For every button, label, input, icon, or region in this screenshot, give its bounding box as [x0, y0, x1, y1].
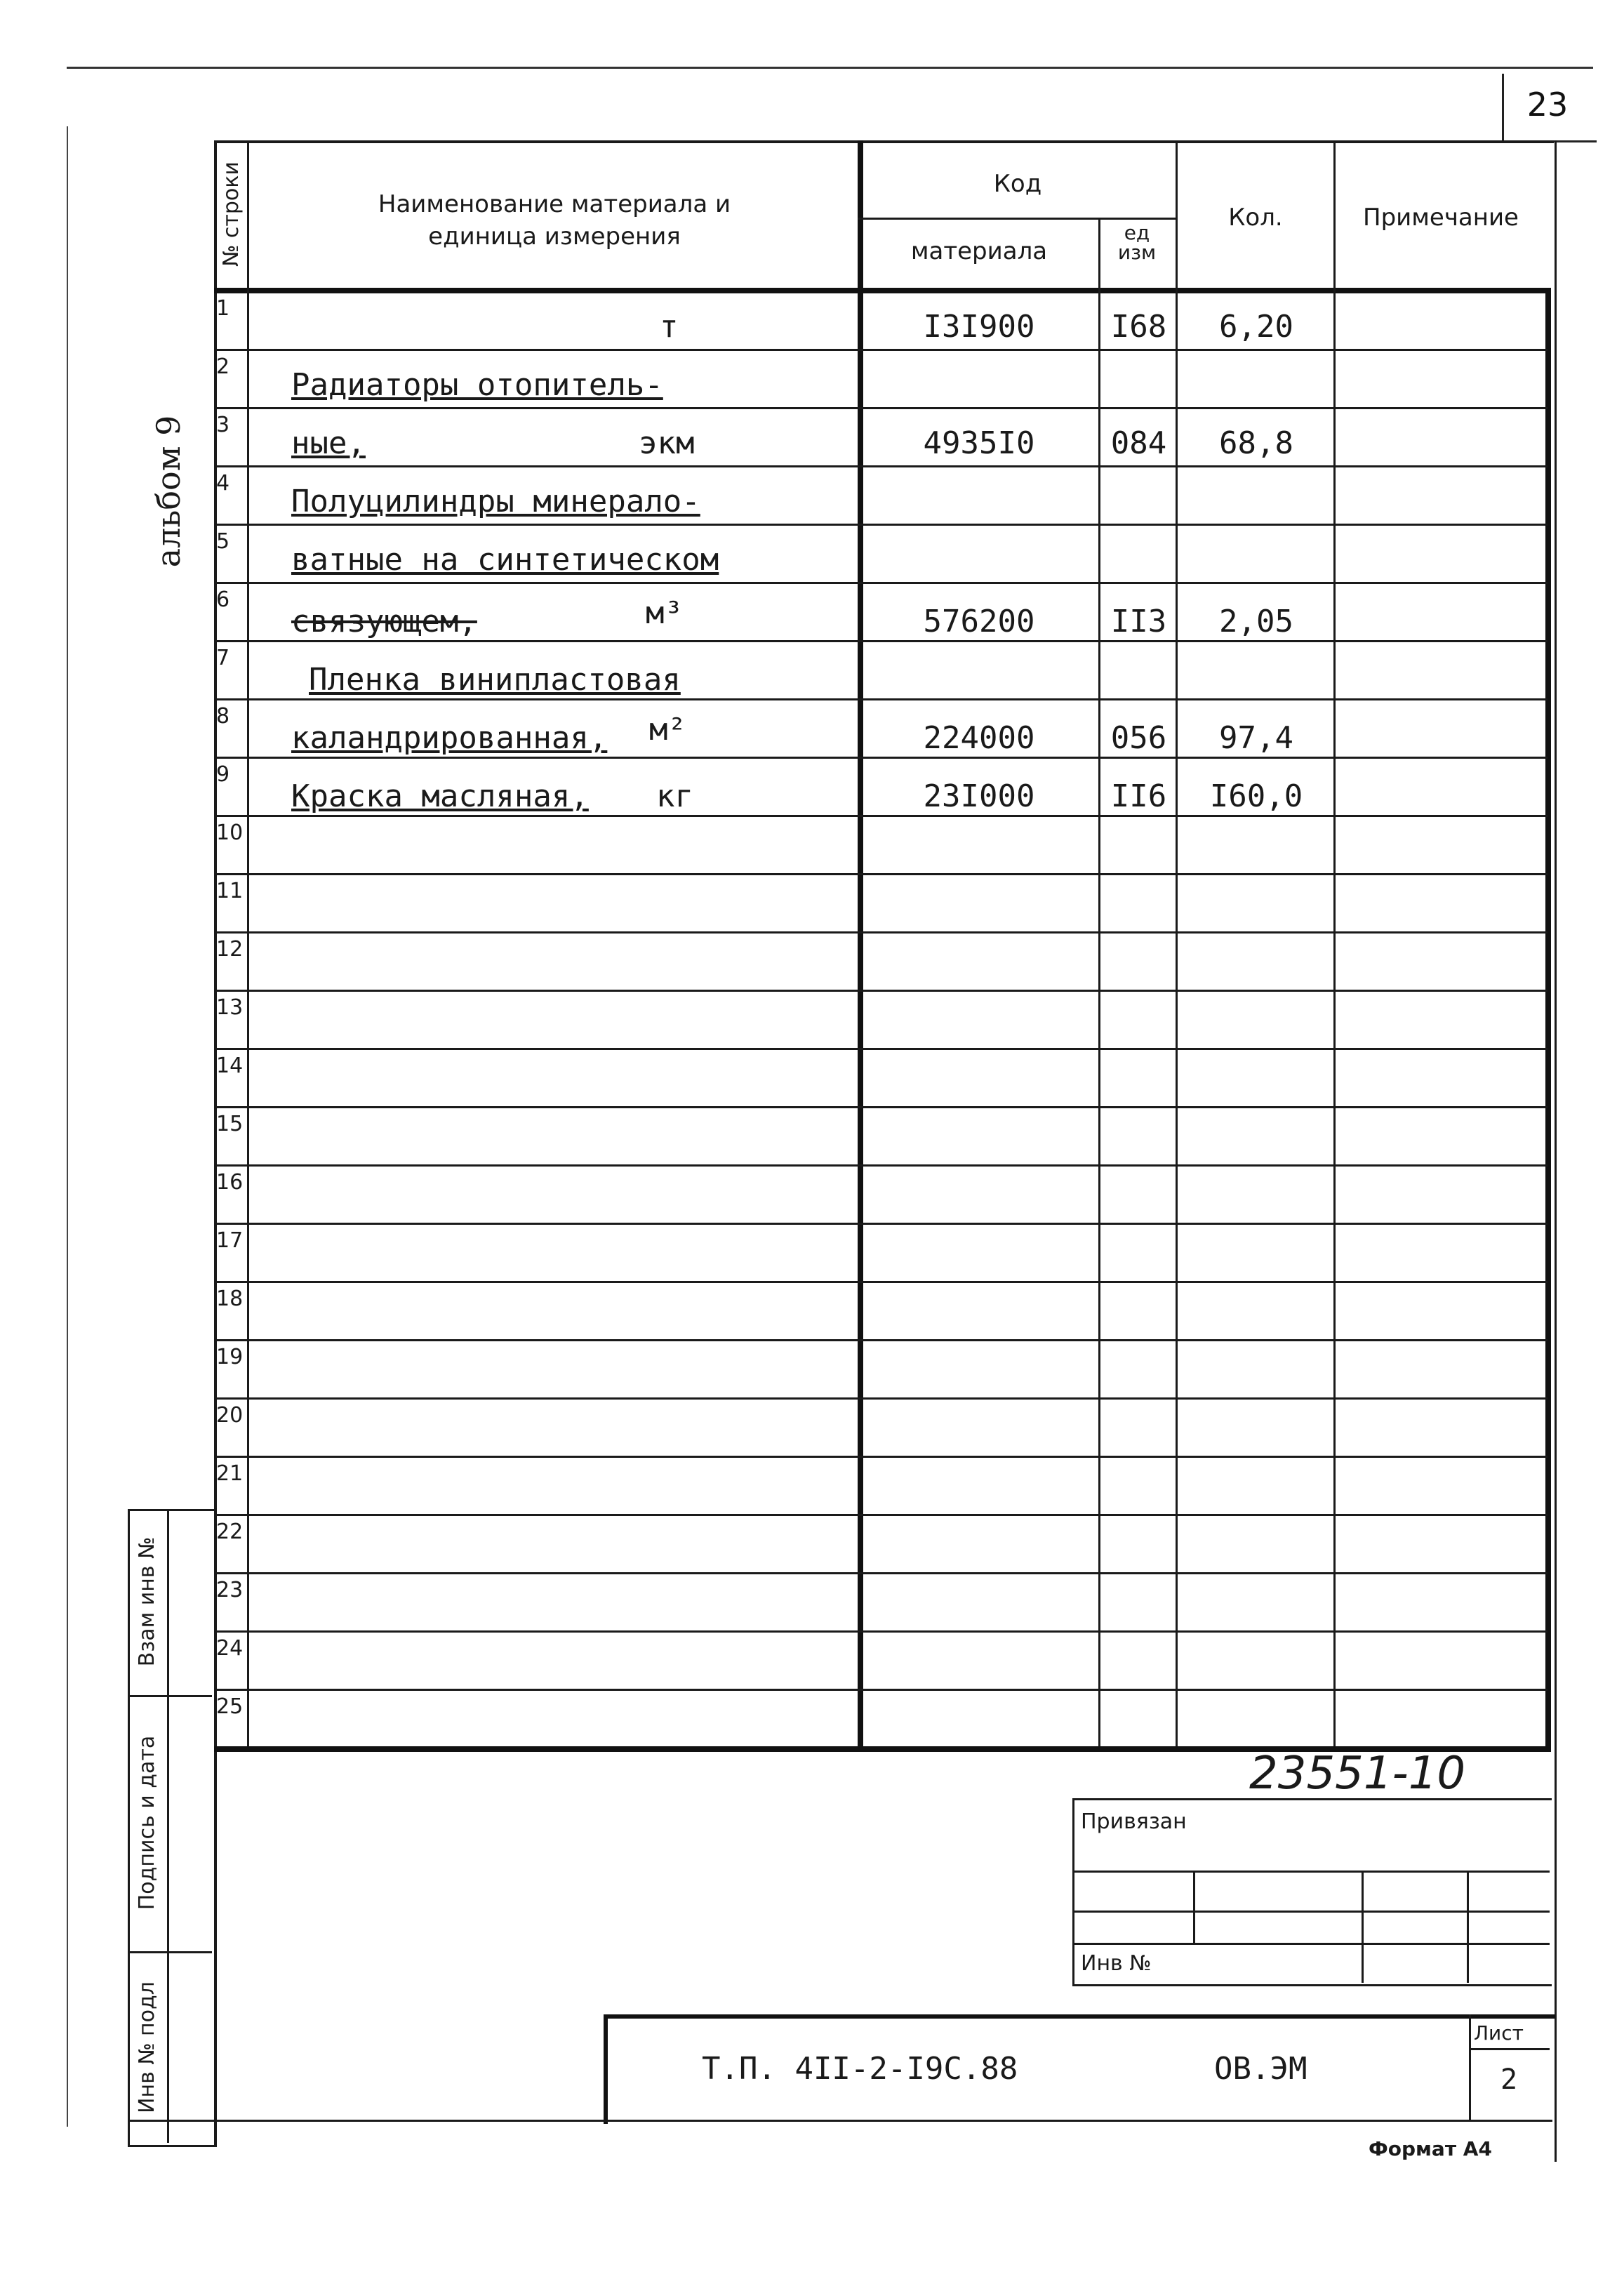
material-code: 576200 — [923, 604, 1035, 639]
row-line — [214, 815, 1548, 817]
name-header: Наименование материала и единица измерения — [378, 190, 731, 251]
material-name: Полуцилиндры минерало- — [291, 484, 700, 519]
quantity: 2,05 — [1219, 604, 1293, 639]
vzam-inv-label: Взам инв № — [135, 1536, 159, 1667]
col-line-qty — [1176, 140, 1178, 1748]
row-line — [214, 465, 1548, 467]
format-label: Формат А4 — [1369, 2137, 1492, 2160]
table-right-bold — [1545, 288, 1551, 1751]
row-number: 14 — [216, 1054, 244, 1078]
material-unit: м³ — [646, 595, 683, 631]
sheet-col — [1469, 2014, 1471, 2120]
sheet-number: 2 — [1500, 2064, 1518, 2096]
row-line — [214, 931, 1548, 933]
row-number: 2 — [216, 354, 230, 379]
kod-header: Код — [993, 170, 1042, 198]
stamp-line — [1072, 1871, 1550, 1873]
sheet-line — [1469, 2048, 1550, 2050]
quantity: 68,8 — [1219, 425, 1293, 461]
row-line — [214, 524, 1548, 526]
sheet-label: Лист — [1474, 2021, 1524, 2045]
stamp-col — [1467, 1871, 1469, 1983]
podpis-data-label: Подпись и дата — [135, 1735, 159, 1911]
doc-code: Т.П. 4II-2-I9С.88 — [702, 2051, 1018, 2087]
col-line-code — [858, 140, 863, 1751]
row-line — [214, 757, 1548, 759]
material-name: т — [660, 309, 679, 345]
row-line — [214, 990, 1548, 992]
row-number: 13 — [216, 995, 244, 1020]
inv-podl-label: Инв № подл — [135, 1981, 159, 2113]
row-line — [214, 582, 1548, 584]
row-line — [214, 1689, 1548, 1691]
row-number: 10 — [216, 820, 244, 845]
row-line — [214, 407, 1548, 409]
handwritten-number: 23551-10 — [1249, 1748, 1466, 1800]
top-edge-line — [67, 67, 1593, 69]
row-number: 4 — [216, 471, 230, 496]
material-code: I3I900 — [923, 309, 1035, 345]
unit-code: 084 — [1110, 425, 1167, 461]
row-line — [214, 1281, 1548, 1283]
row-line — [214, 873, 1548, 875]
row-line — [214, 1514, 1548, 1516]
row-number: 8 — [216, 704, 230, 729]
stamp-col — [1193, 1871, 1195, 1944]
stamp-line — [1072, 1911, 1550, 1913]
row-number: 9 — [216, 762, 230, 787]
note-header: Примечание — [1363, 204, 1519, 232]
row-number: 17 — [216, 1228, 244, 1253]
row-line — [214, 1456, 1548, 1458]
quantity: I60,0 — [1209, 778, 1303, 814]
material-name: связующем, — [291, 604, 477, 639]
material-name: Краска масляная, — [291, 778, 589, 814]
doc-section: ОВ.ЭМ — [1214, 2051, 1307, 2087]
side-stamp-line-1 — [128, 1695, 212, 1697]
page-number: 23 — [1526, 86, 1569, 124]
row-number: 18 — [216, 1287, 244, 1311]
row-no-header: № строки — [219, 161, 244, 267]
col-line-unit — [1098, 218, 1100, 1748]
material-header: материала — [910, 237, 1048, 265]
row-number: 16 — [216, 1170, 244, 1195]
row-number: 11 — [216, 879, 244, 903]
row-number: 3 — [216, 413, 230, 437]
material-name: Пленка винипластовая — [309, 662, 681, 698]
row-number: 25 — [216, 1694, 244, 1719]
privyazan-label: Привязан — [1081, 1809, 1187, 1834]
side-stamp-divider — [167, 1509, 169, 2143]
kol-header: Кол. — [1228, 204, 1283, 232]
row-number: 22 — [216, 1520, 244, 1544]
row-number: 12 — [216, 937, 244, 962]
unit-code: II3 — [1110, 604, 1167, 639]
row-number: 15 — [216, 1112, 244, 1136]
row-number: 23 — [216, 1578, 244, 1602]
row-line — [214, 1106, 1548, 1108]
row-number: 6 — [216, 587, 230, 612]
kod-subheader-line — [858, 218, 1176, 220]
ed-izm-header: ед изм — [1117, 221, 1157, 264]
side-stamp-line-2 — [128, 1951, 212, 1953]
material-unit: кг — [656, 778, 693, 814]
row-line — [214, 698, 1548, 700]
row-line — [214, 1572, 1548, 1574]
row-line — [214, 1164, 1548, 1167]
row-number: 20 — [216, 1403, 244, 1428]
material-name: ные, — [291, 425, 366, 461]
album-label: альбом 9 — [149, 415, 187, 568]
col-line-note — [1333, 140, 1336, 1748]
row-number: 5 — [216, 529, 230, 554]
material-name: Радиаторы отопитель- — [291, 367, 663, 403]
unit-code: 056 — [1110, 720, 1167, 756]
material-name: каландрированная, — [291, 720, 608, 756]
row-line — [214, 349, 1548, 351]
row-line — [214, 1223, 1548, 1225]
row-line — [214, 1048, 1548, 1050]
row-line — [214, 1630, 1548, 1633]
row-line — [214, 1339, 1548, 1341]
row-number: 1 — [216, 296, 230, 321]
quantity: 97,4 — [1219, 720, 1293, 756]
stamp-line — [1072, 1943, 1550, 1945]
material-unit: экм — [639, 425, 695, 461]
material-unit: м² — [649, 712, 686, 748]
quantity: 6,20 — [1219, 309, 1293, 345]
row-number: 19 — [216, 1345, 244, 1369]
material-code: 224000 — [923, 720, 1035, 756]
unit-code: II6 — [1110, 778, 1167, 814]
material-code: 23I000 — [923, 778, 1035, 814]
col-line-rowno — [247, 140, 249, 1748]
row-number: 7 — [216, 646, 230, 670]
inv-no-label: Инв № — [1081, 1951, 1152, 1976]
frame-bottom-line — [128, 2120, 1552, 2122]
header-bottom-line — [214, 288, 1551, 293]
row-line — [214, 640, 1548, 642]
material-code: 4935I0 — [923, 425, 1035, 461]
row-number: 24 — [216, 1636, 244, 1661]
stamp-col — [1362, 1871, 1364, 1983]
left-margin-line — [67, 126, 68, 2127]
material-name: ватные на синтетическом — [291, 542, 719, 578]
right-border — [1555, 140, 1557, 2162]
row-line — [214, 1397, 1548, 1400]
unit-code: I68 — [1110, 309, 1167, 345]
row-number: 21 — [216, 1461, 244, 1486]
